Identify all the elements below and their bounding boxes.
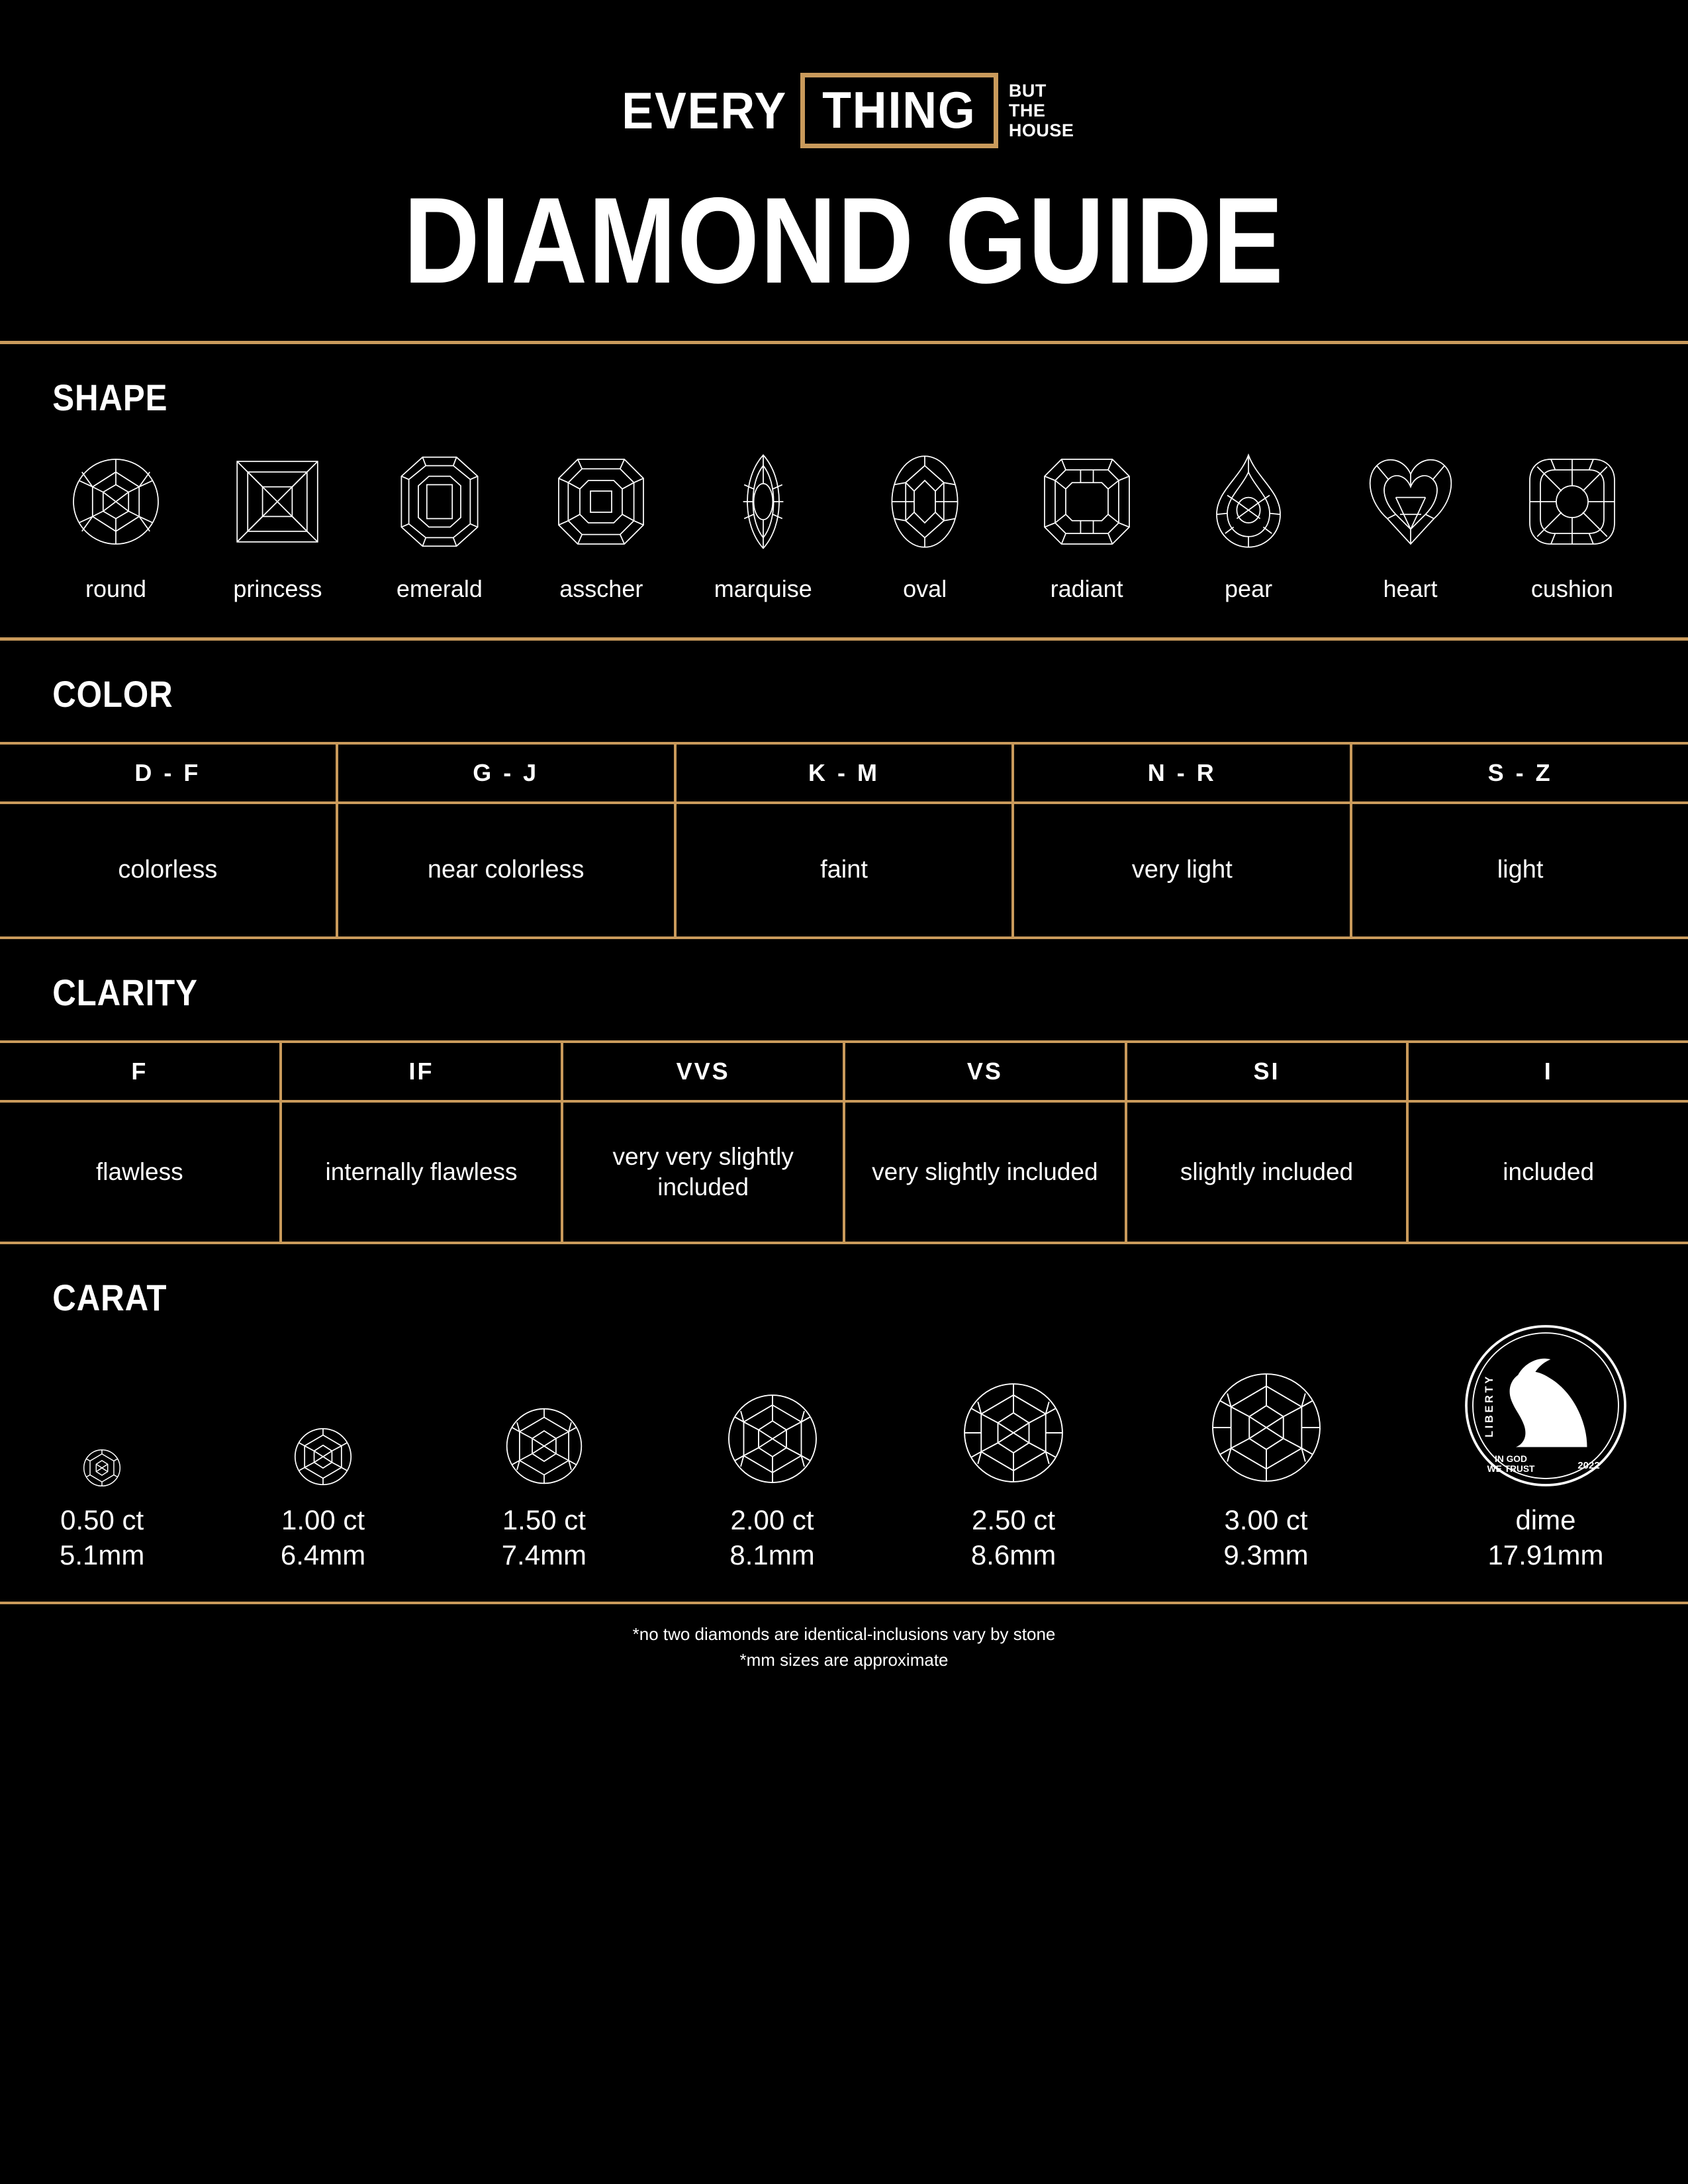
carat-label (723, 1503, 822, 1572)
section-heading-color: COLOR (52, 673, 173, 715)
svg-text:IN GOD: IN GOD (1495, 1454, 1527, 1464)
logo-thing-box (800, 73, 998, 148)
carat-item-150 (502, 1323, 586, 1572)
carat-weight: 2.00 ct (730, 1504, 814, 1535)
princess-diamond-icon (214, 445, 340, 558)
clarity-header: VS (845, 1043, 1125, 1103)
round-diamond-icon (281, 1323, 365, 1488)
clarity-column-if (282, 1043, 564, 1242)
color-column-nr (1014, 745, 1352, 936)
asscher-diamond-icon (538, 445, 664, 558)
carat-label (958, 1503, 1069, 1572)
color-header: G - J (338, 745, 674, 804)
shape-label: marquise (714, 575, 812, 602)
clarity-column-i (1409, 1043, 1688, 1242)
dime-size: 17.91mm (1487, 1539, 1604, 1570)
round-diamond-icon (60, 1323, 144, 1488)
shape-label: radiant (1050, 575, 1123, 602)
color-header: N - R (1014, 745, 1350, 804)
clarity-value: included (1503, 1158, 1595, 1185)
round-diamond-icon (958, 1323, 1069, 1488)
shape-label: asscher (559, 575, 643, 602)
pear-diamond-icon (1186, 445, 1311, 558)
shape-item-round (53, 445, 179, 603)
section-heading-shape: SHAPE (52, 377, 168, 418)
logo-tagline-line1: BUT (1008, 80, 1047, 101)
carat-weight: 1.00 ct (281, 1504, 365, 1535)
section-color (0, 641, 1688, 939)
clarity-table (0, 1040, 1688, 1244)
round-diamond-icon (502, 1323, 586, 1488)
clarity-value: slightly included (1180, 1158, 1354, 1185)
footnotes (0, 1604, 1688, 1686)
section-shape (0, 344, 1688, 637)
carat-area (0, 1323, 1688, 1572)
shape-item-emerald (377, 445, 502, 603)
color-header: S - Z (1352, 745, 1688, 804)
color-column-df (0, 745, 338, 936)
color-column-sz (1352, 745, 1688, 936)
carat-list (53, 1323, 1635, 1572)
carat-label (60, 1503, 144, 1572)
clarity-header: I (1409, 1043, 1688, 1103)
dime-name: dime (1515, 1504, 1576, 1535)
carat-size: 8.6mm (970, 1539, 1056, 1570)
clarity-value: very slightly included (872, 1158, 1098, 1185)
carat-weight: 3.00 ct (1224, 1504, 1308, 1535)
clarity-value: flawless (96, 1158, 183, 1185)
color-column-gj (338, 745, 677, 936)
clarity-column-f (0, 1043, 282, 1242)
carat-item-050 (60, 1323, 144, 1572)
round-diamond-icon (723, 1323, 822, 1488)
logo-tagline-line3: HOUSE (1008, 120, 1074, 141)
color-table (0, 742, 1688, 939)
carat-weight: 1.50 ct (502, 1504, 586, 1535)
clarity-header: IF (282, 1043, 561, 1103)
shape-list (0, 419, 1688, 603)
shape-label: princess (233, 575, 322, 602)
color-value: faint (820, 856, 868, 884)
carat-weight: 0.50 ct (60, 1504, 144, 1535)
carat-weight: 2.50 ct (971, 1504, 1056, 1535)
color-value: colorless (118, 856, 218, 884)
shape-item-marquise (700, 445, 826, 603)
section-clarity (0, 939, 1688, 1244)
dime-label (1463, 1503, 1628, 1572)
radiant-diamond-icon (1024, 445, 1150, 558)
logo-thing-text: THING (822, 81, 976, 139)
svg-text:2022: 2022 (1577, 1460, 1600, 1471)
round-diamond-icon (1205, 1323, 1327, 1488)
footnote-line-2: *mm sizes are approximate (739, 1650, 949, 1670)
shape-item-cushion (1509, 445, 1635, 603)
shape-label: emerald (396, 575, 483, 602)
color-column-km (677, 745, 1015, 936)
clarity-header: F (0, 1043, 279, 1103)
carat-item-dime (1463, 1323, 1628, 1572)
page-title: DIAMOND GUIDE (403, 173, 1285, 309)
shape-item-oval (862, 445, 988, 603)
svg-text:WE TRUST: WE TRUST (1487, 1464, 1535, 1474)
emerald-diamond-icon (377, 445, 502, 558)
shape-item-heart (1348, 445, 1474, 603)
shape-label: heart (1383, 575, 1438, 602)
heart-diamond-icon (1348, 445, 1474, 558)
shape-item-pear (1186, 445, 1311, 603)
color-header: K - M (677, 745, 1012, 804)
shape-item-princess (214, 445, 340, 603)
shape-label: round (85, 575, 147, 602)
shape-label: cushion (1530, 575, 1613, 602)
footnote-line-1: *no two diamonds are identical-inclusions vary by stone (632, 1624, 1056, 1644)
carat-label (1205, 1503, 1327, 1572)
logo-tagline (1009, 81, 1074, 141)
clarity-column-vs (845, 1043, 1127, 1242)
svg-text:LIBERTY: LIBERTY (1483, 1374, 1495, 1437)
shape-item-radiant (1024, 445, 1150, 603)
carat-size: 9.3mm (1223, 1539, 1309, 1570)
section-carat (0, 1244, 1688, 1572)
clarity-value: internally flawless (325, 1158, 518, 1185)
shape-item-asscher (538, 445, 664, 603)
round-diamond-icon (53, 445, 179, 558)
carat-size: 8.1mm (729, 1539, 815, 1570)
shape-label: pear (1225, 575, 1273, 602)
section-heading-clarity: CLARITY (52, 972, 198, 1013)
brand-logo (0, 73, 1688, 148)
carat-label (502, 1503, 586, 1572)
shape-label: oval (903, 575, 947, 602)
color-header: D - F (0, 745, 336, 804)
page-header (0, 0, 1688, 309)
section-heading-carat: CARAT (52, 1277, 167, 1318)
carat-item-200 (723, 1323, 822, 1572)
carat-size: 6.4mm (280, 1539, 366, 1570)
clarity-header: VVS (563, 1043, 843, 1103)
clarity-header: SI (1127, 1043, 1407, 1103)
carat-size: 7.4mm (501, 1539, 587, 1570)
color-value: very light (1131, 856, 1233, 884)
logo-every-text: EVERY (621, 81, 787, 140)
logo-tagline-line2: THE (1008, 100, 1046, 120)
cushion-diamond-icon (1509, 445, 1635, 558)
clarity-column-si (1127, 1043, 1409, 1242)
carat-item-300 (1205, 1323, 1327, 1572)
color-value: light (1497, 856, 1544, 884)
carat-item-250 (958, 1323, 1069, 1572)
carat-item-100 (281, 1323, 365, 1572)
clarity-value: very very slightly included (612, 1142, 794, 1201)
marquise-diamond-icon (700, 445, 826, 558)
color-value: near colorless (427, 856, 585, 884)
carat-size: 5.1mm (60, 1539, 145, 1570)
dime-coin-icon (1463, 1323, 1628, 1488)
carat-label (281, 1503, 365, 1572)
clarity-column-vvs (563, 1043, 845, 1242)
oval-diamond-icon (862, 445, 988, 558)
